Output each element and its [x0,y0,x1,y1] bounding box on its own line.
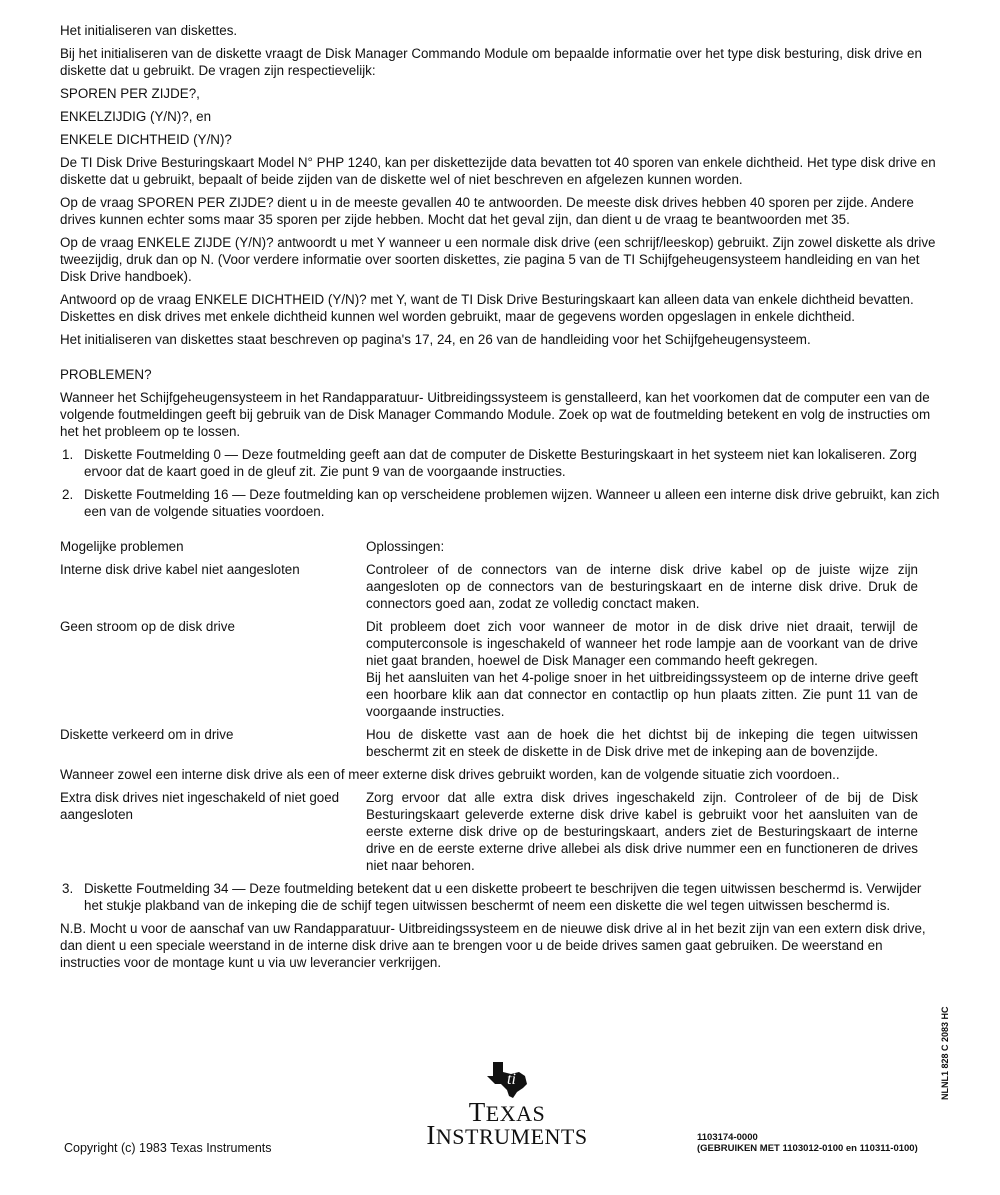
document-body [60,22,940,977]
table-note: Wanneer zowel een interne disk drive als een of meer externe disk drives gebruikt worden, kan de volgende situatie zich voordoen.. [60,767,840,782]
problem-cell: Interne disk drive kabel niet aangesloten [60,562,300,577]
error-item [60,486,940,520]
texas-instruments-logo [412,1060,602,1148]
header-solutions: Oplossingen: [366,539,445,554]
paragraph-controller: De TI Disk Drive Besturingskaart Model N° PHP 1240, kan per diskettezijde data bevatten tot 40 sporen van enkele dichtheid. Het type disk drive en diskette dat u gebruikt, bepaalt of beide zijden van de diskette wel of niet beschreven en afgelezen kunnen worden. [60,155,936,187]
question-2: ENKELZIJDIG (Y/N)?, en [60,109,212,124]
error-item [60,446,940,480]
vertical-print-code: NLNL1 828 C 2083 HC [940,1006,950,1100]
problems-table [60,538,940,874]
part-number-block [697,1132,918,1154]
intro-lead: Bij het initialiseren van de diskette vraagt de Disk Manager Commando Module om bepaalde informatie over het type disk besturing, disk drive en diskette dat u gebruikt. De vragen zijn respectievelijk: [60,46,922,78]
problem-cell: Geen stroom op de disk drive [60,619,235,634]
logo-word-instruments: INSTRUMENTS [426,1120,588,1150]
problem-cell: Diskette verkeerd om in drive [60,727,234,742]
svg-text:ti: ti [507,1071,516,1088]
copyright: Copyright (c) 1983 Texas Instruments [64,1141,272,1155]
table-row [60,726,940,760]
error-item-number: 3. [62,881,74,896]
error-item-text: Diskette Foutmelding 34 — Deze foutmelding betekent dat u een diskette probeert te beschrijven die tegen uitwissen beschermd is. Verwijder het stukje plakband van de inkeping die de schijf tegen uitwissen beschermt of neem een diskette die wel tegen uitwissen beschermd is. [84,881,922,913]
error-item-text: Diskette Foutmelding 16 — Deze foutmelding kan op verscheidene problemen wijzen. Wanneer u alleen een interne disk drive gebruikt, kan zich een van de volgende situaties voordoen. [84,487,940,519]
table-header-row [60,538,940,555]
header-problems: Mogelijke problemen [60,539,184,554]
logo-word-texas: TEXAS [468,1097,546,1127]
section-heading-initialize: Het initialiseren van diskettes. [60,23,238,38]
error-item-number: 1. [62,447,74,462]
error-item-text: Diskette Foutmelding 0 — Deze foutmelding geeft aan dat de computer de Diskette Besturingskaart in het systeem niet kan lokaliseren. Zorg ervoor dat de kaart goed in de gleuf zit. Zie punt 9 van de voorgaande instructies. [84,447,917,479]
error-item [60,880,940,914]
table-row [60,561,940,612]
problems-lead: Wanneer het Schijfgeheugensysteem in het Randapparatuur- Uitbreidingssysteem is genstalleerd, kan het voorkomen dat de computer een van de volgende foutmeldingen geeft bij gebruik van de Disk Manager Commando Module. Zoek op wat de foutmelding betekent en volg de instructies om het het probleem op te lossen. [60,390,931,439]
part-usage: (GEBRUIKEN MET 1103012-0100 en 110311-0100) [697,1143,918,1154]
paragraph-reference: Het initialiseren van diskettes staat beschreven op pagina's 17, 24, en 26 van de handleiding voor het Schijfgeheugensysteem. [60,332,811,347]
error-item-number: 2. [62,487,74,502]
table-row [60,789,940,874]
solution-text: Dit probleem doet zich voor wanneer de motor in de disk drive niet draait, terwijl de computerconsole is ingeschakeld of wanneer het rode lampje aan de voorkant van de drive niet gaat branden, hoewel de Disk Manager een commando heeft gekregen. [366,619,918,668]
problem-cell: Extra disk drives niet ingeschakeld of niet goed aangesloten [60,790,340,822]
question-1: SPOREN PER ZIJDE?, [60,86,200,101]
table-row [60,618,940,720]
paragraph-single-density: Antwoord op de vraag ENKELE DICHTHEID (Y/N)? met Y, want de TI Disk Drive Besturingskaart kan alleen data van enkele dichtheid bevatten. Diskettes en disk drives met enkele dichtheid kunnen wel worden gebruikt, maar de gegevens worden opgeslagen in enkele dichtheid. [60,292,914,324]
paragraph-single-side: Op de vraag ENKELE ZIJDE (Y/N)? antwoordt u met Y wanneer u een normale disk drive (een schrijf/leeskop) gebruikt. Zijn zowel diskette als drive tweezijdig, druk dan op N. (Voor verdere informatie over soorten diskettes, zie pagina 5 van de TI Schijfgeheugensysteem handleiding en van het Disk Drive handboek). [60,235,936,284]
question-3: ENKELE DICHTHEID (Y/N)? [60,132,232,147]
paragraph-tracks: Op de vraag SPOREN PER ZIJDE? dient u in de meeste gevallen 40 te antwoorden. De meeste disk drives hebben 40 sporen per zijde. Andere drives kunnen echter soms maar 35 sporen per zijde hebben. Mocht dat het geval zijn, dan dient u de vraag te beantwoorden met 35. [60,195,914,227]
solution-cell: Zorg ervoor dat alle extra disk drives ingeschakeld zijn. Controleer of de bij de Disk Besturingskaart geleverde externe disk drive kabel is gebruikt voor het aansluiten van de eerste externe disk drive op de besturingskaart, anders ziet de Besturingskaart de interne drive en de eerste externe drive allebei als disk drive nummer een en functioneren de drives niet naar behoren. [366,790,918,873]
section-heading-problems: PROBLEMEN? [60,367,152,382]
nb-note: N.B. Mocht u voor de aanschaf van uw Randapparatuur- Uitbreidingssysteem en de nieuwe disk drive al in het bezit zijn van een extern disk drive, dan dient u een speciale weerstand in de interne disk drive aan te brengen voor u de beide drives samen gaat gebruiken. De weerstand en instructies voor de montage kunt u via uw leverancier verkrijgen. [60,921,926,970]
texas-instruments-logo-icon [485,1060,529,1100]
solution-cell: Controleer of de connectors van de interne disk drive kabel op de juiste wijze zijn aangesloten op de connectors van de besturingskaart en de interne disk drive. Druk de connectors goed aan, zodat ze volledig conctact maken. [366,562,918,611]
solution-cell [366,618,918,720]
solution-cell: Hou de diskette vast aan de hoek die het dichtst bij de inkeping die tegen uitwissen beschermt zit en steek de diskette in de Disk drive met de inkeping aan de bovenzijde. [366,727,918,759]
solution-extra-text: Bij het aansluiten van het 4-polige snoer in het uitbreidingssysteem op de interne drive geeft een hoorbare klik aan dat connector en contactlip op hun plaats zitten. Zie punt 11 van de voorgaande instructies. [366,670,918,719]
part-number: 1103174-0000 [697,1132,758,1143]
